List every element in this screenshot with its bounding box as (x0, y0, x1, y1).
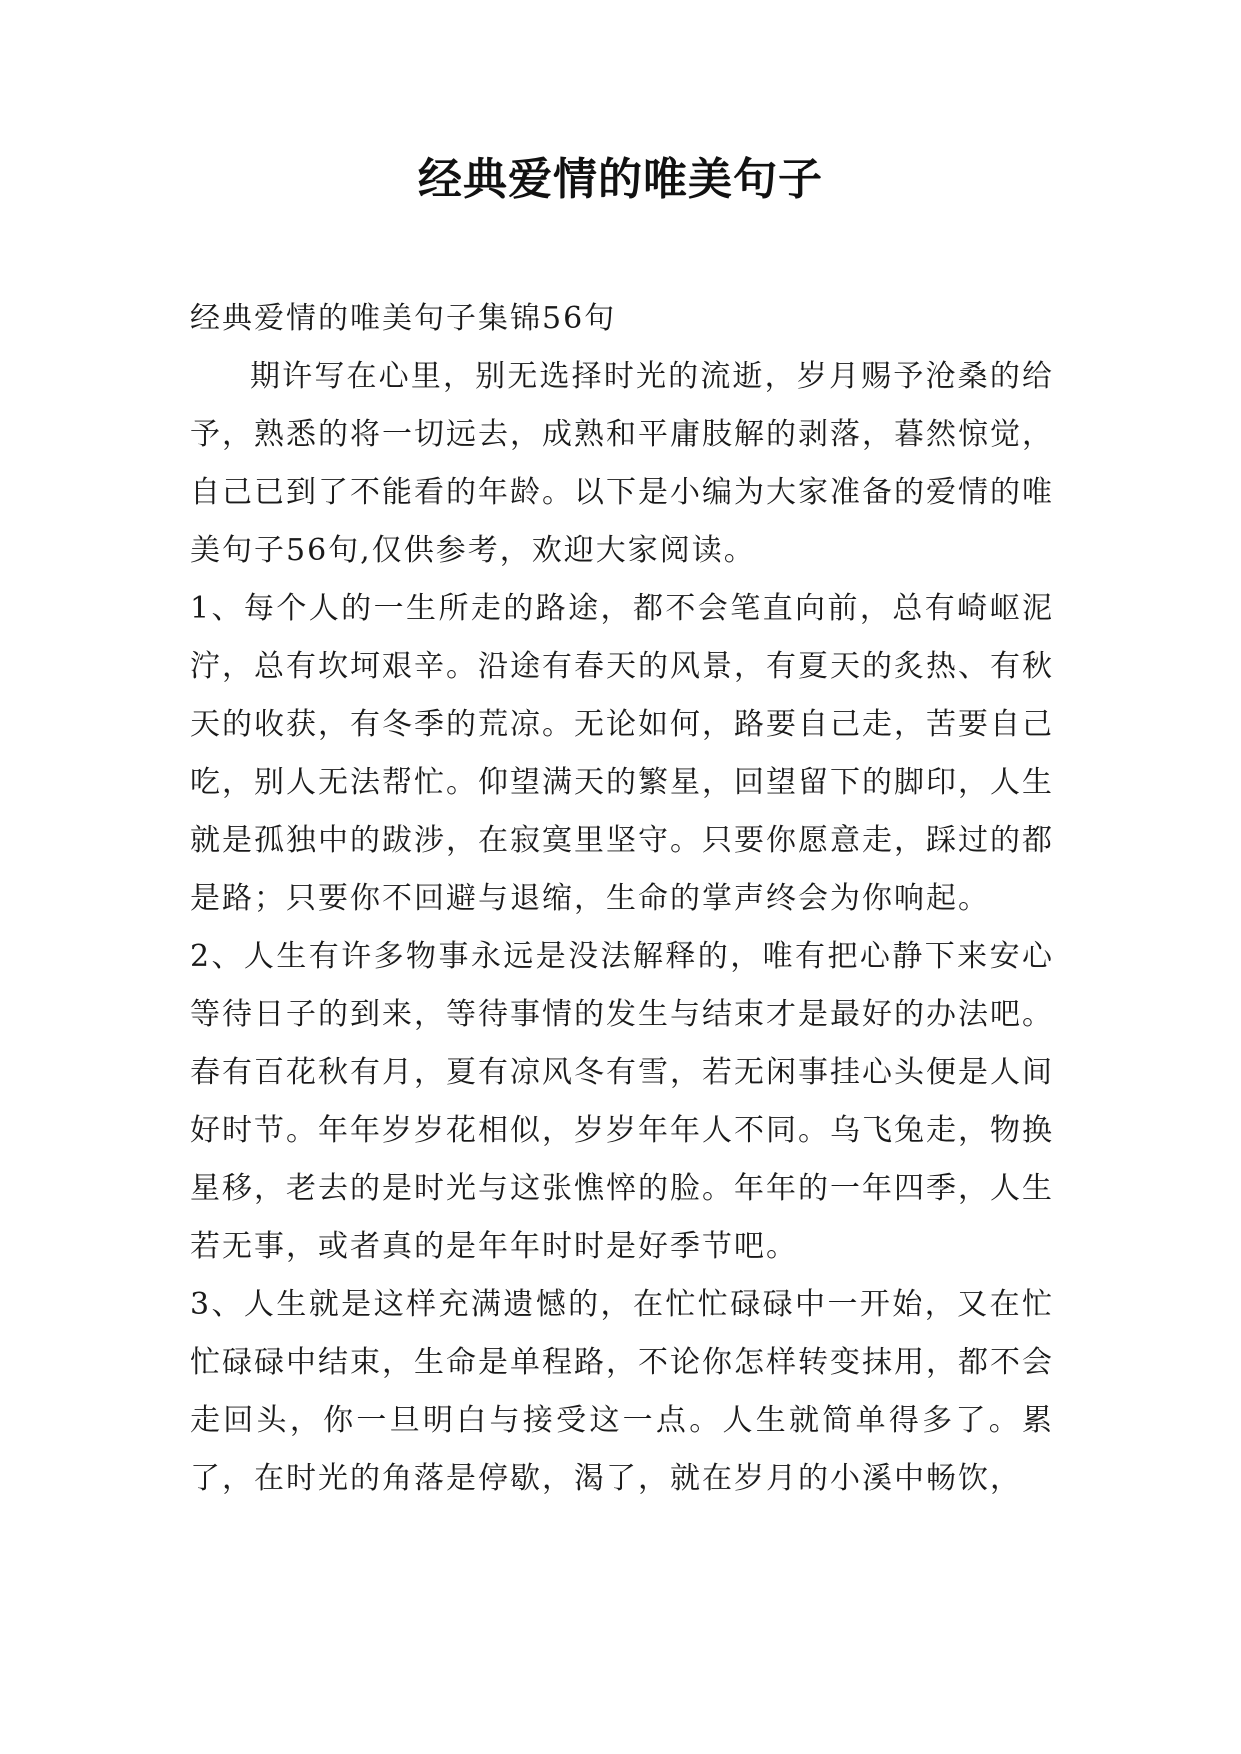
intro-paragraph: 期许写在心里，别无选择时光的流逝，岁月赐予沧桑的给予，熟悉的将一切远去，成熟和平庸肢解的剥落，暮然惊觉，自己已到了不能看的年龄。以下是小编为大家准备的爱情的唯美句子56句,仅供参考，欢迎大家阅读。 (190, 359, 1054, 568)
numbered-paragraph: 3、人生就是这样充满遗憾的，在忙忙碌碌中一开始，又在忙忙碌碌中结束，生命是单程路，不论你怎样转变抹用，都不会走回头，你一旦明白与接受这一点。人生就简单得多了。累了，在时光的角落是停歇，渴了，就在岁月的小溪中畅饮， (190, 1287, 1054, 1496)
document-subtitle: 经典爱情的唯美句子集锦56句 (190, 301, 617, 336)
document-title: 经典爱情的唯美句子 (418, 154, 823, 205)
numbered-paragraph: 1、每个人的一生所走的路途，都不会笔直向前，总有崎岖泥泞，总有坎坷艰辛。沿途有春天的风景，有夏天的炙热、有秋天的收获，有冬季的荒凉。无论如何，路要自己走，苦要自己吃，别人无法帮忙。仰望满天的繁星，回望留下的脚印，人生就是孤独中的跋涉，在寂寞里坚守。只要你愿意走，踩过的都是路；只要你不回避与退缩，生命的掌声终会为你响起。 (190, 591, 1054, 916)
document-body (190, 290, 1054, 1508)
numbered-paragraph: 2、人生有许多物事永远是没法解释的，唯有把心静下来安心等待日子的到来，等待事情的发生与结束才是最好的办法吧。春有百花秋有月，夏有凉风冬有雪，若无闲事挂心头便是人间好时节。年年岁岁花相似，岁岁年年人不同。乌飞兔走，物换星移，老去的是时光与这张憔悴的脸。年年的一年四季，人生若无事，或者真的是年年时时是好季节吧。 (190, 939, 1054, 1264)
